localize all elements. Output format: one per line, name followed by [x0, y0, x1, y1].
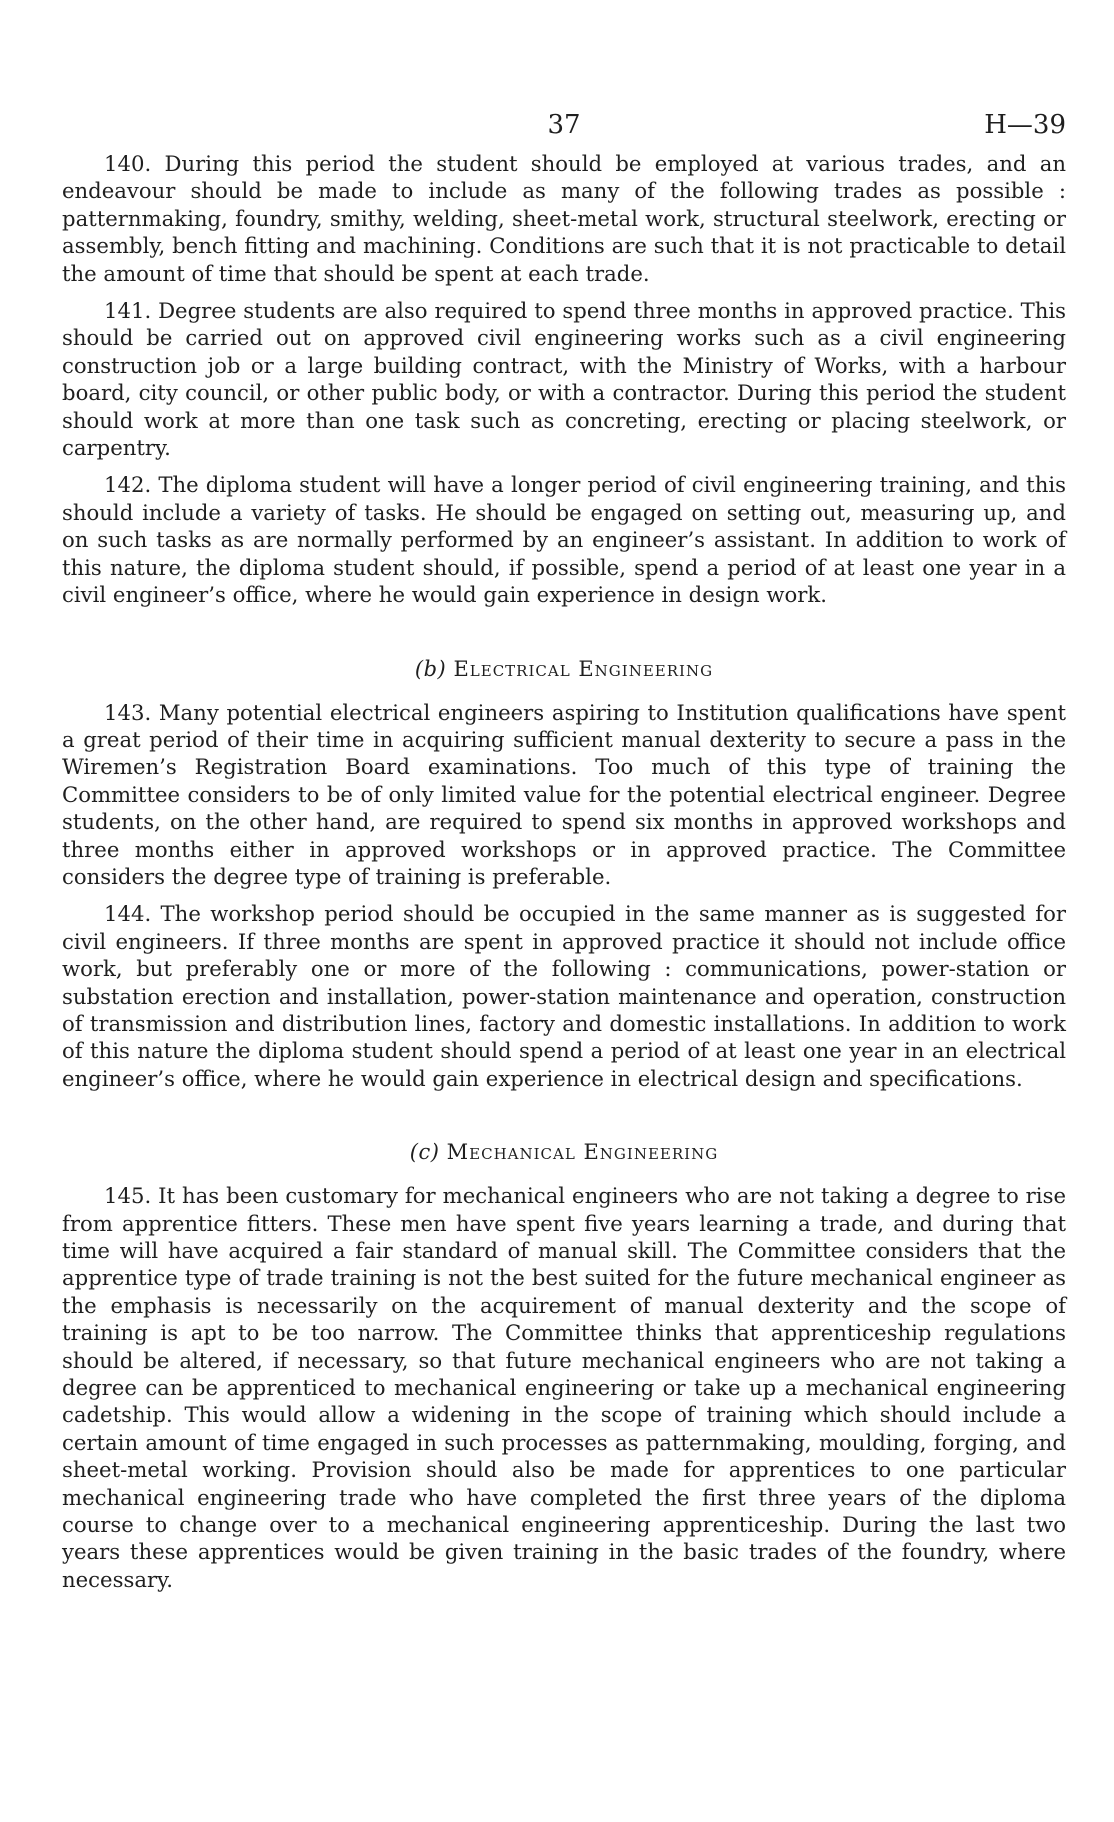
paragraph-141: 141. Degree students are also required to spend three months in approved practice. This should be carried out on approved civil engineering works such as a civil engineering construction job or a large building contract, with the Ministry of Works, with a harbour board, city council, or other public body, or with a contractor. During this period the student should work at more than one task such as concreting, erecting or placing steelwork, or carpentry. [62, 298, 1066, 461]
section-heading-electrical [62, 657, 1066, 681]
page-header [62, 110, 1066, 150]
document-page [62, 110, 1066, 1603]
section-label: (b) [414, 656, 447, 681]
paragraph-144: 144. The workshop period should be occupied in the same manner as is suggested for civil engineers. If three months are spent in approved practice it should not include office work, but preferably one or more of the following : communications, power-station or substation erection and installation, power-station maintenance and operation, construction of transmission and distribution lines, factory and domestic installations. In addition to work of this nature the diploma student should spend a period of at least one year in an electrical engineer’s office, where he would gain experience in electrical design and specifications. [62, 901, 1066, 1091]
paragraph-140: 140. During this period the student should be employed at various trades, and an endeavour should be made to include as many of the following trades as possible : patternmaking, foundry, smithy, welding, sheet-metal work, structural steelwork, erecting or assembly, bench fitting and machining. Conditions are such that it is not practicable to detail the amount of time that should be spent at each trade. [62, 151, 1066, 286]
section-heading-mechanical [62, 1140, 1066, 1164]
page-number: 37 [547, 110, 581, 140]
paragraph-142: 142. The diploma student will have a longer period of civil engineering training, and this should include a variety of tasks. He should be engaged on setting out, measuring up, and on such tasks as are normally performed by an engineer’s assistant. In addition to work of this nature, the diploma student should, if possible, spend a period of at least one year in a civil engineer’s office, where he would gain experience in design work. [62, 472, 1066, 608]
paragraph-143: 143. Many potential electrical engineers aspiring to Institution qualifications have spent a great period of their time in acquiring sufficient manual dexterity to secure a pass in the Wiremen’s Registration Board examinations. Too much of this type of training the Committee considers to be of only limited value for the potential electrical engineer. Degree students, on the other hand, are required to spend six months in approved workshops and three months either in approved workshops or in approved practice. The Committee considers the degree type of training is preferable. [62, 699, 1066, 889]
section-label: (c) [409, 1140, 440, 1165]
paragraph-145: 145. It has been customary for mechanical engineers who are not taking a degree to rise from apprentice fitters. These men have spent five years learning a trade, and during that time will have acquired a fair standard of manual skill. The Committee considers that the apprentice type of trade training is not the best suited for the future mechanical engineer as the emphasis is necessarily on the acquirement of manual dexterity and the scope of training is apt to be too narrow. The Committee thinks that apprenticeship regulations should be altered, if necessary, so that future mechanical engineers who are not taking a degree can be apprenticed to mechanical engineering or take up a mechanical engineering cadetship. This would allow a widening in the scope of training which should include a certain amount of time engaged in such processes as patternmaking, moulding, forging, and sheet-metal working. Provision should also be made for apprentices to one particular mechanical engineering trade who have completed the first three years of the diploma course to change over to a mechanical engineering apprenticeship. During the last two years these apprentices would be given training in the basic trades of the foundry, where necessary. [62, 1183, 1066, 1592]
section-title: Mechanical Engineering [446, 1140, 719, 1165]
section-title: Electrical Engineering [453, 656, 714, 681]
document-reference: H—39 [984, 110, 1066, 140]
